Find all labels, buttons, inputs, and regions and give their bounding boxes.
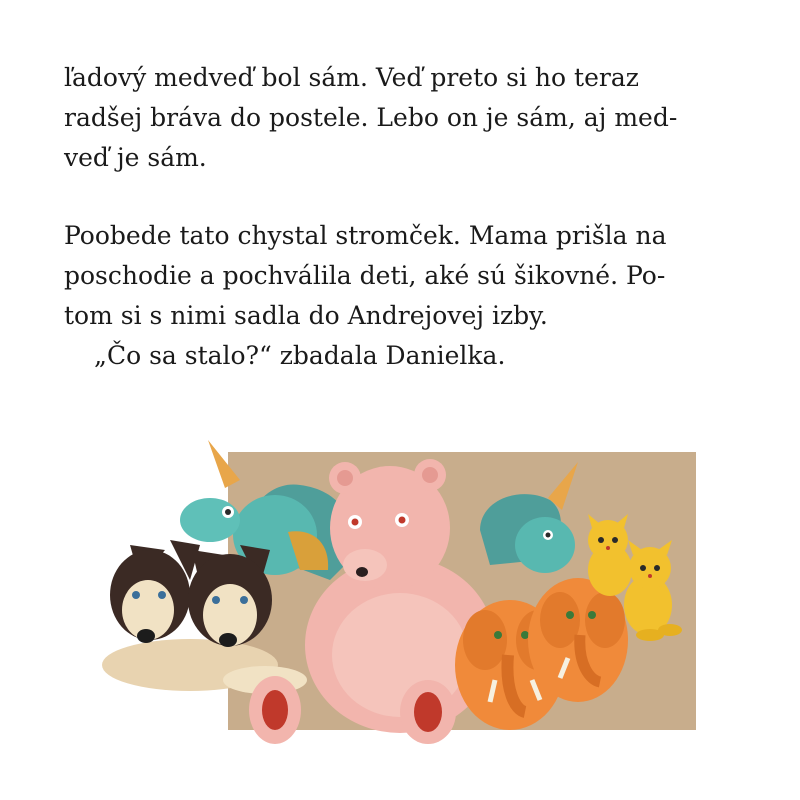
- text-line: radšej bráva do postele. Lebo on je sám, aj med-: [64, 103, 678, 132]
- dialogue-line: „Čo sa stalo?“ zbadala Danielka.: [94, 341, 506, 370]
- text-line: tom si s nimi sadla do Andrejovej izby.: [64, 301, 548, 330]
- story-text: [64, 58, 744, 376]
- toys-illustration: [100, 440, 700, 745]
- text-line: Poobede tato chystal stromček. Mama prišla na: [64, 221, 667, 250]
- text-line: veď je sám.: [64, 143, 207, 172]
- text-line: poschodie a pochválila deti, aké sú šikovné. Po-: [64, 261, 666, 290]
- text-line: ľadový medveď bol sám. Veď preto si ho teraz: [64, 63, 639, 92]
- elephant-toy-right: [528, 578, 628, 702]
